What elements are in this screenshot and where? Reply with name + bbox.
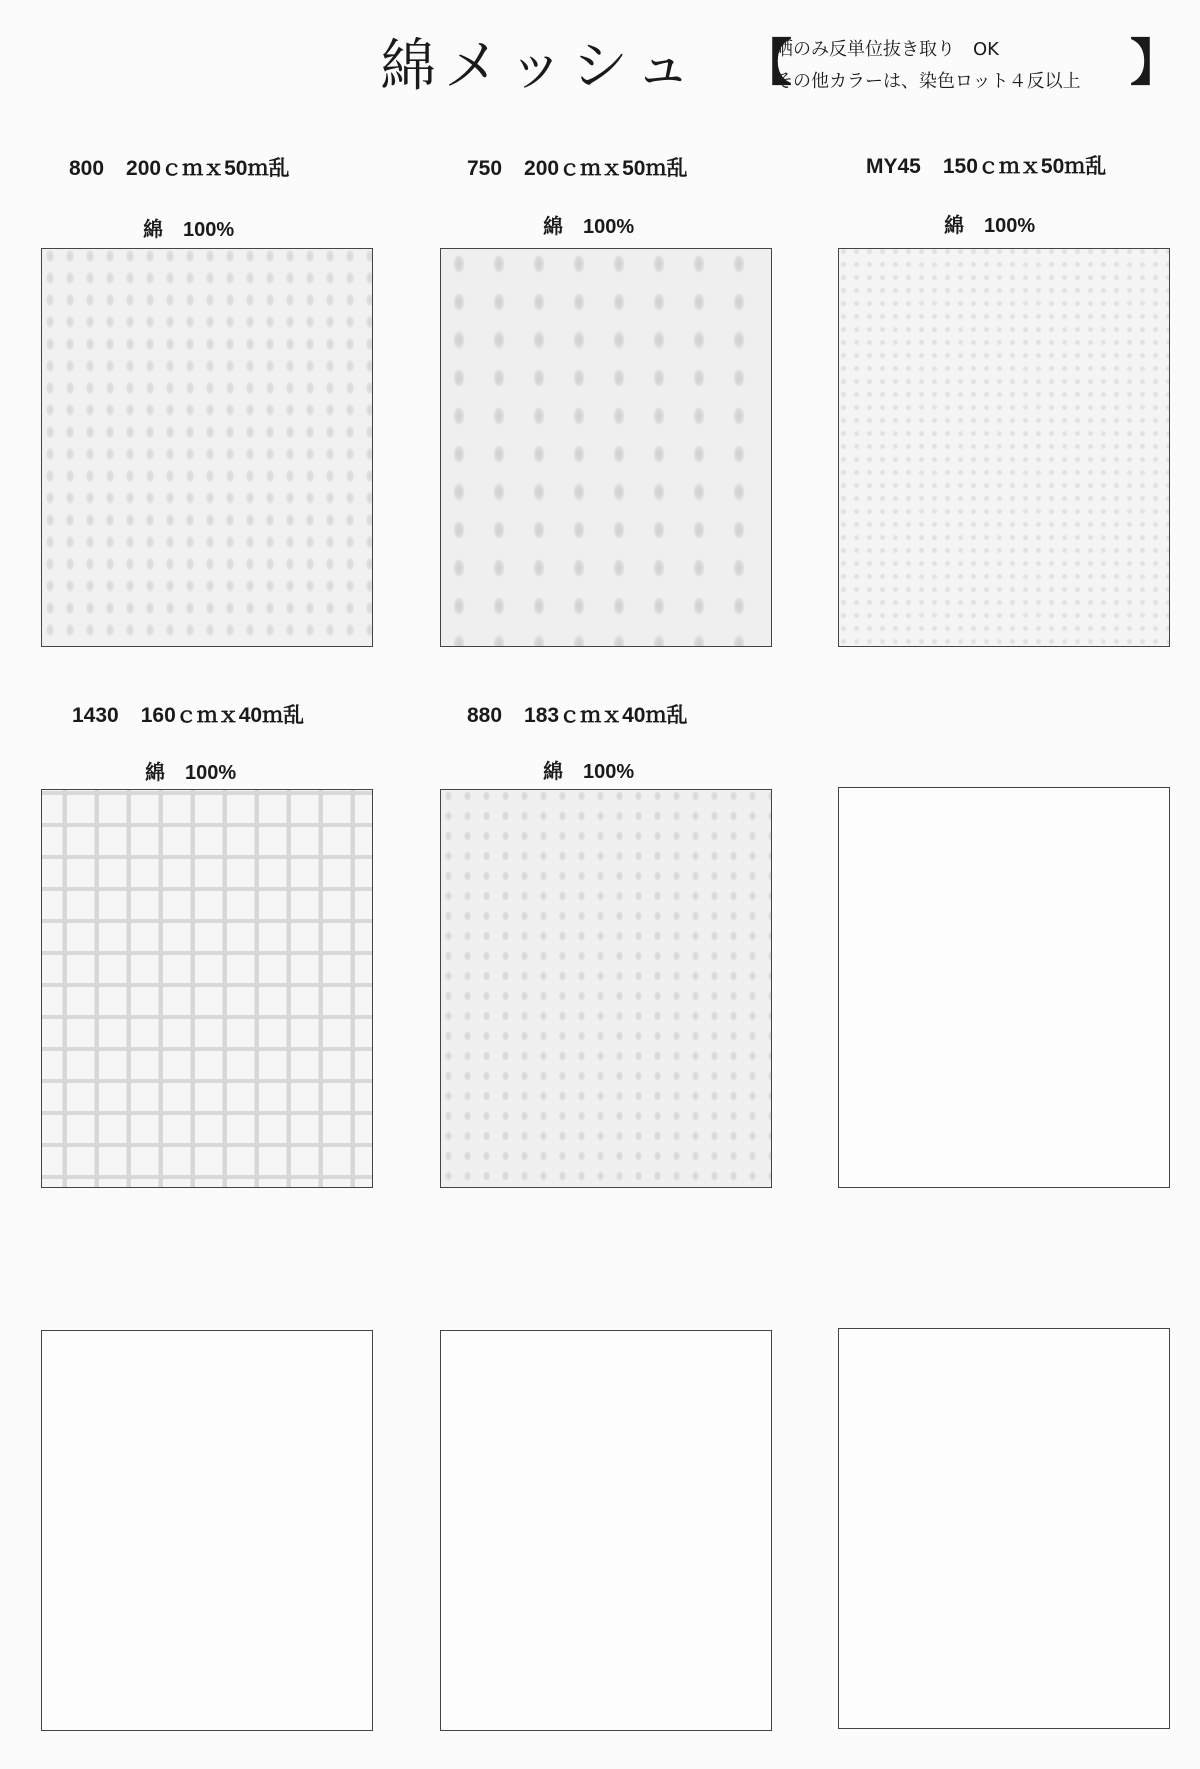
empty-swatch-frame	[41, 1330, 373, 1731]
fiber-label: 綿	[543, 761, 563, 783]
fabric-swatch-image	[41, 789, 373, 1188]
page-title: 綿メッシュ	[380, 34, 699, 99]
note-line-1: 晒のみ反単位抜き取り OK	[775, 39, 999, 60]
fiber-percent: 100%	[583, 761, 635, 783]
fiber-label: 綿	[145, 762, 165, 784]
fiber-label: 綿	[143, 219, 163, 241]
fiber-percent: 100%	[984, 215, 1036, 237]
swatch-label	[866, 150, 1106, 180]
swatch-label	[72, 699, 304, 729]
swatch-label	[467, 152, 687, 182]
note-lines	[775, 34, 1081, 98]
swatch-label	[69, 152, 289, 182]
swatch-frame	[41, 248, 373, 647]
swatch-spec: 150ｃｍｘ50ｍ乱	[942, 155, 1107, 178]
fabric-swatch-image	[41, 248, 373, 647]
swatch-code: 750	[467, 157, 503, 180]
swatch-frame	[838, 248, 1170, 647]
fabric-swatch-image	[838, 248, 1170, 647]
note-open-bracket: 【	[742, 34, 792, 92]
note-line-2: その他カラーは、染色ロット４反以上	[775, 71, 1081, 92]
swatch-composition	[543, 755, 634, 784]
fiber-percent: 100%	[583, 216, 635, 238]
swatch-spec: 160ｃｍｘ40ｍ乱	[140, 704, 305, 727]
swatch-spec: 200ｃｍｘ50ｍ乱	[126, 157, 290, 180]
swatch-spec: 183ｃｍｘ40ｍ乱	[524, 704, 688, 727]
swatch-composition	[543, 210, 634, 239]
swatch-code: 800	[69, 157, 105, 180]
empty-swatch-frame	[838, 787, 1170, 1188]
swatch-code: 880	[467, 704, 503, 727]
swatch-frame	[440, 248, 772, 647]
fiber-percent: 100%	[185, 762, 237, 784]
fiber-label: 綿	[944, 215, 964, 237]
fiber-percent: 100%	[183, 219, 235, 241]
swatch-code: 1430	[72, 704, 119, 727]
swatch-composition	[944, 209, 1035, 238]
swatch-frame	[440, 789, 772, 1188]
fiber-label: 綿	[543, 216, 563, 238]
sales-note	[742, 30, 1180, 100]
fabric-swatch-image	[440, 789, 772, 1188]
empty-swatch-frame	[440, 1330, 772, 1731]
swatch-composition	[143, 213, 234, 242]
swatch-frame	[41, 789, 373, 1188]
swatch-code: MY45	[866, 155, 921, 178]
fabric-swatch-image	[440, 248, 772, 647]
swatch-spec: 200ｃｍｘ50ｍ乱	[524, 157, 688, 180]
swatch-label	[467, 699, 687, 729]
swatch-composition	[145, 756, 236, 785]
note-close-bracket: 】	[1130, 34, 1180, 92]
empty-swatch-frame	[838, 1328, 1170, 1729]
